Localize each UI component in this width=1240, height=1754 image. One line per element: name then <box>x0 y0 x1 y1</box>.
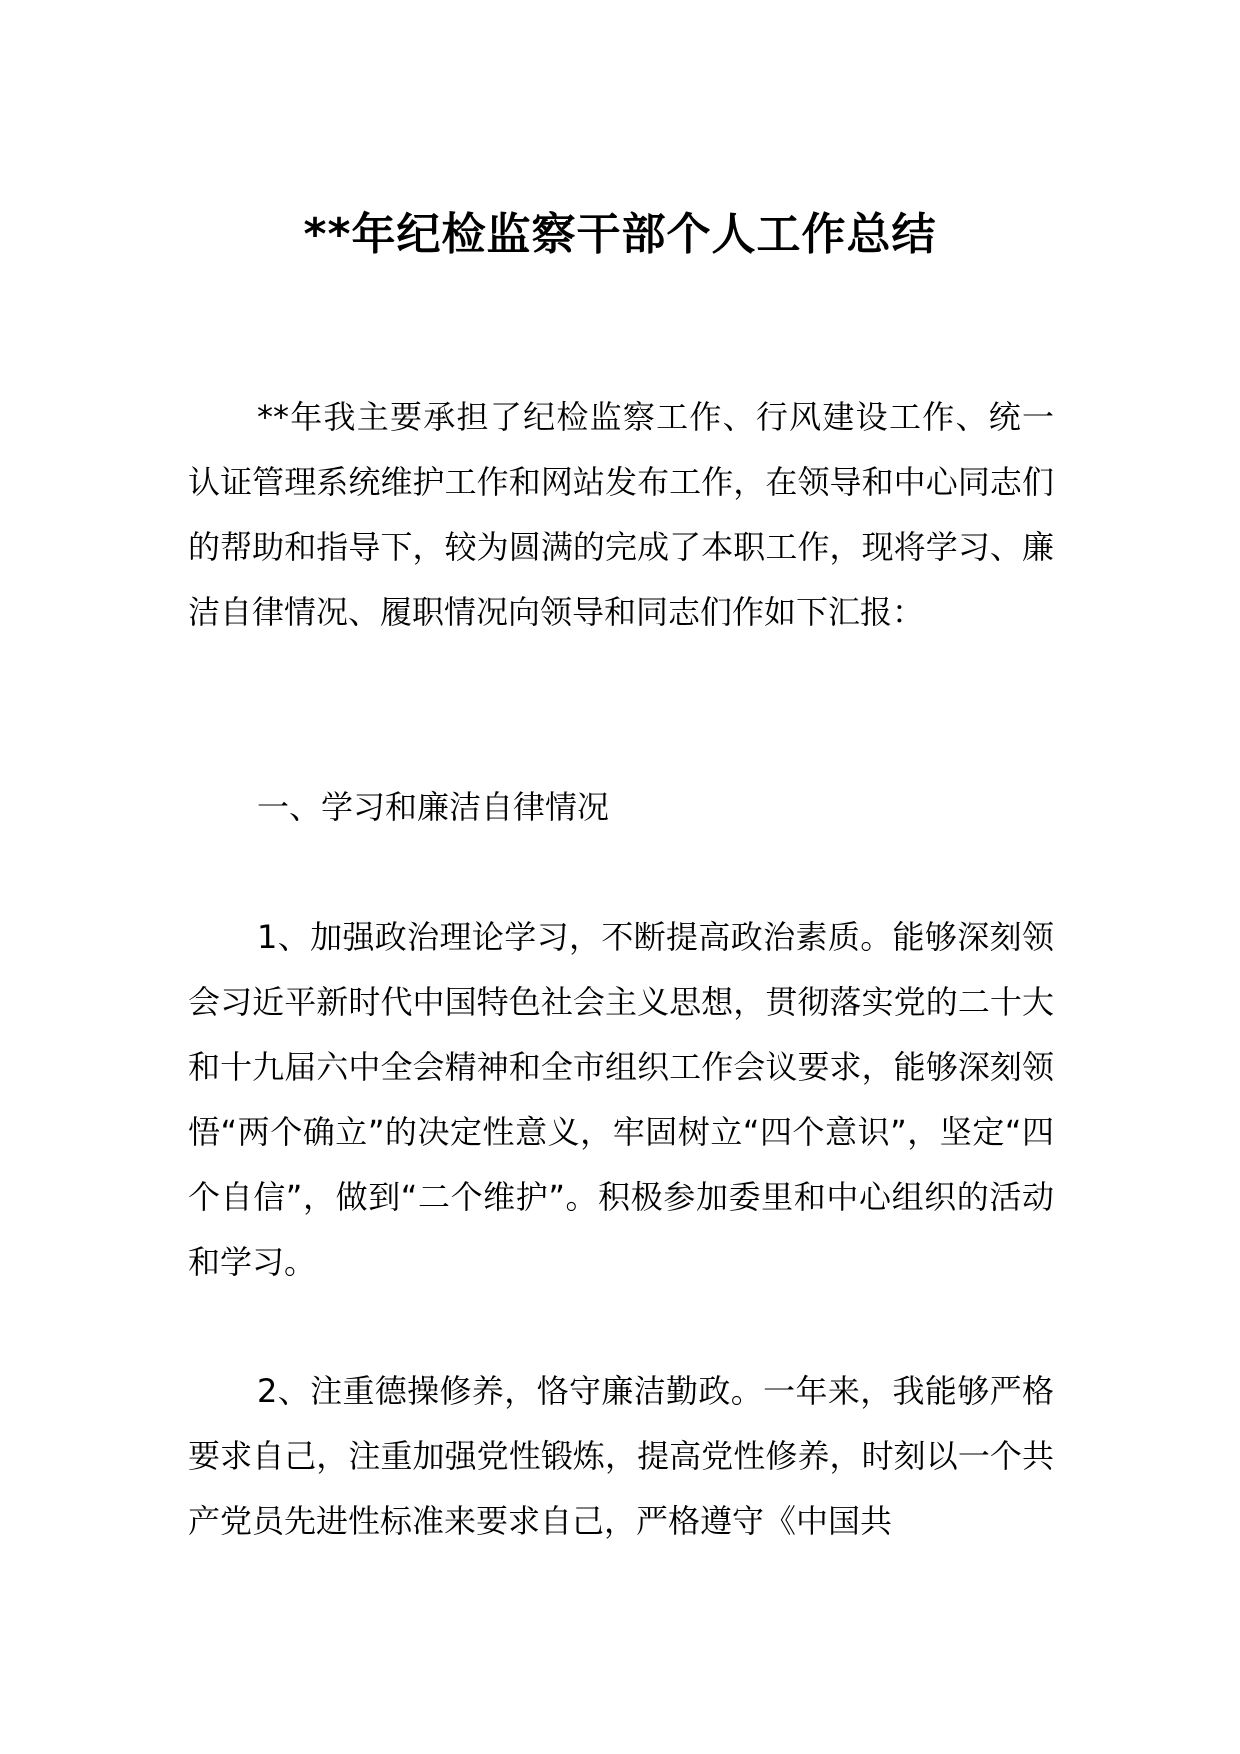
document-title: **年纪检监察干部个人工作总结 <box>303 209 937 260</box>
intro-paragraph: **年我主要承担了纪检监察工作、行风建设工作、统一认证管理系统维护工作和网站发布工作，在领导和中心同志们的帮助和指导下，较为圆满的完成了本职工作，现将学习、廉洁自律情况、履职情况向领导和同志们作如下汇报： <box>188 398 1054 631</box>
paragraph-item-2: 2、注重德操修养，恪守廉洁勤政。一年来，我能够严格要求自己，注重加强党性锻炼，提高党性修养，时刻以一个共产党员先进性标准来要求自己，严格遵守《中国共 <box>188 1372 1054 1540</box>
paragraph-item-1: 1、加强政治理论学习，不断提高政治素质。能够深刻领会习近平新时代中国特色社会主义思想，贯彻落实党的二十大和十九届六中全会精神和全市组织工作会议要求，能够深刻领悟“两个确立”的决定性意义，牢固树立“四个意识”，坚定“四个自信”，做到“二个维护”。积极参加委里和中心组织的活动和学习。 <box>188 918 1054 1281</box>
section-heading: 一、学习和廉洁自律情况 <box>257 788 610 826</box>
